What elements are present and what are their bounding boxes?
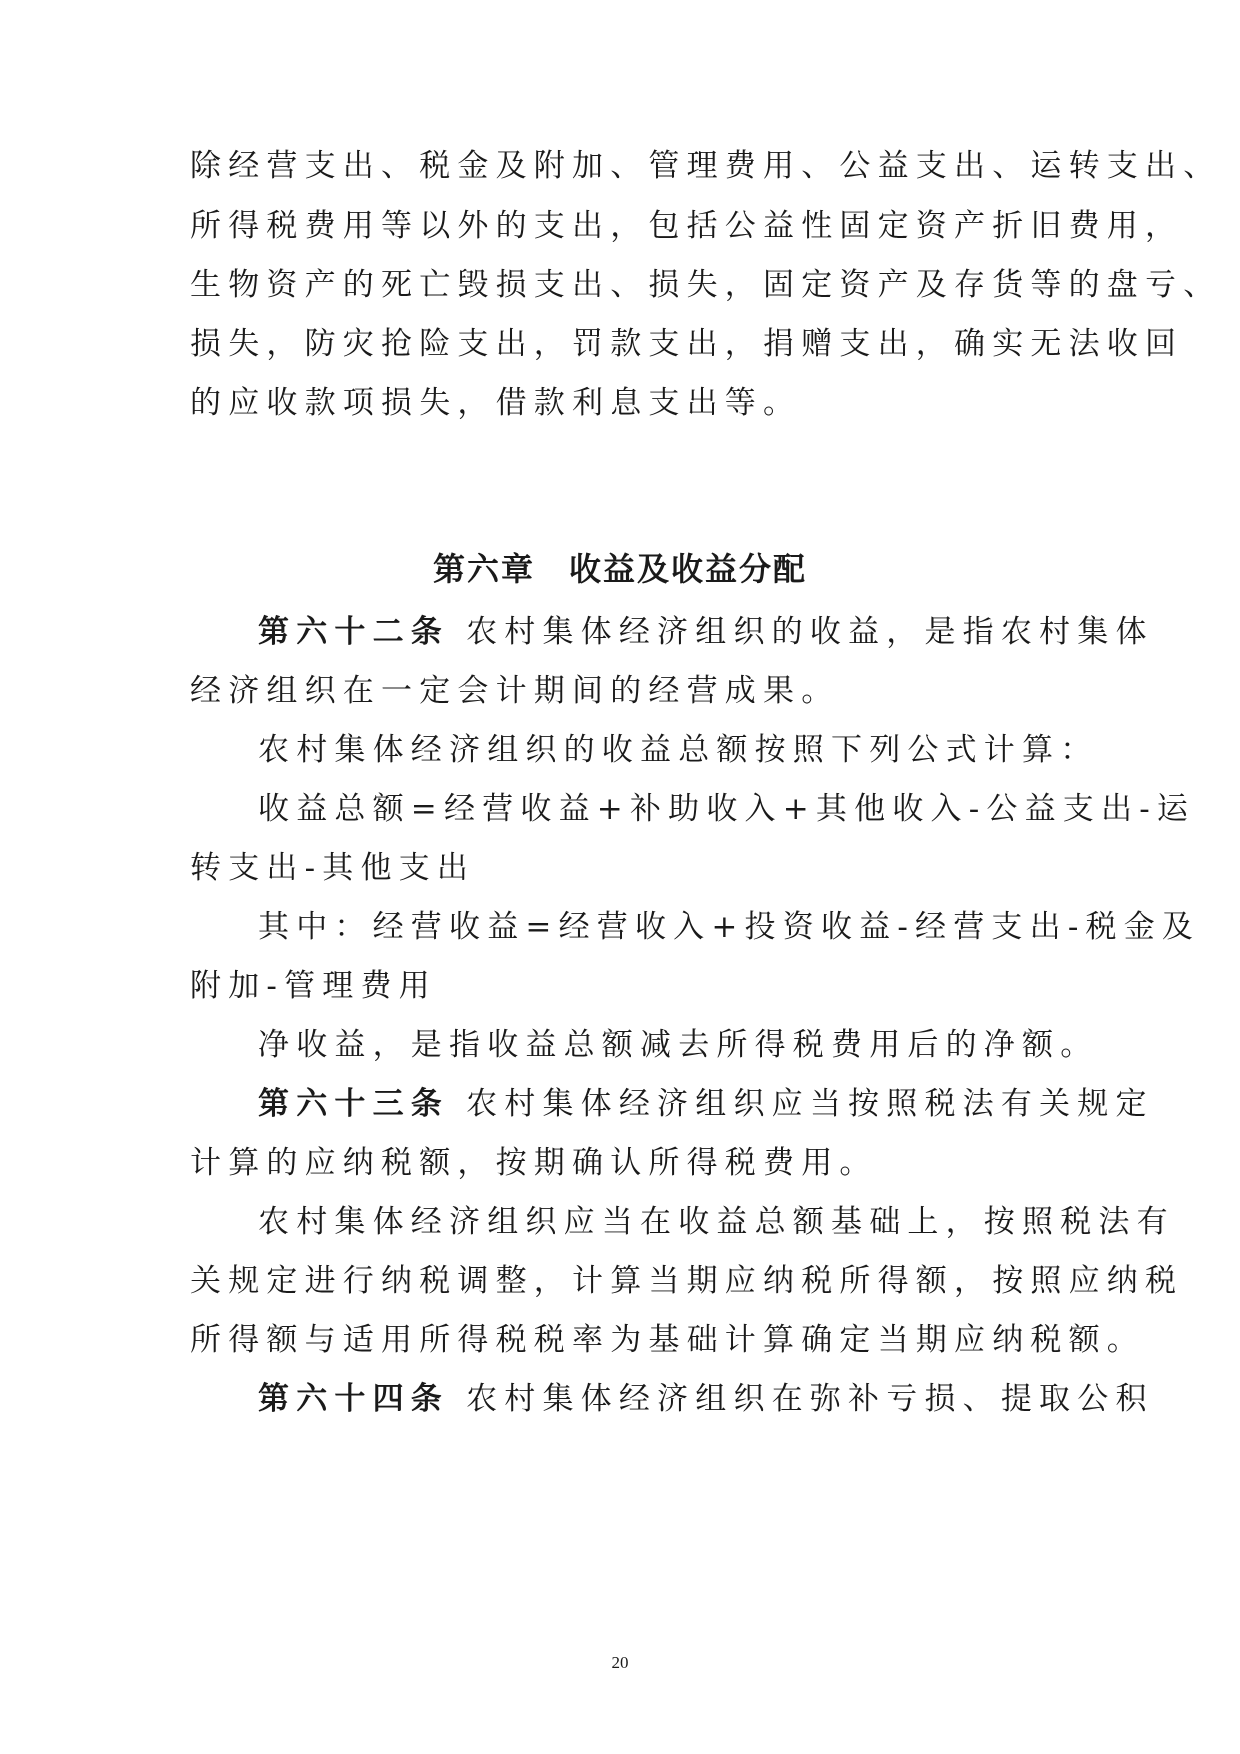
formula-line: 其中：经营收益=经营收入+投资收益-经营支出-税金及	[258, 909, 1201, 945]
article-64-first-line	[258, 1379, 1154, 1419]
body-line: 经济组织在一定会计期间的经营成果。	[190, 673, 840, 709]
body-line: 计算的应纳税额，按期确认所得税费用。	[190, 1145, 878, 1181]
article-63-text: 农村集体经济组织应当按照税法有关规定	[466, 1086, 1154, 1122]
chapter-title: 第六章 收益及收益分配	[432, 550, 807, 588]
body-line: 生物资产的死亡毁损支出、损失，固定资产及存货等的盘亏、	[190, 267, 1222, 303]
formula-line: 附加-管理费用	[190, 968, 437, 1004]
body-line: 净收益，是指收益总额减去所得税费用后的净额。	[258, 1027, 1099, 1063]
body-line: 的应收款项损失，借款利息支出等。	[190, 385, 802, 421]
article-64-text: 农村集体经济组织在弥补亏损、提取公积	[466, 1381, 1154, 1417]
article-64-label: 第六十四条	[258, 1381, 449, 1417]
article-62-text: 农村集体经济组织的收益，是指农村集体	[466, 614, 1154, 650]
body-line: 关规定进行纳税调整，计算当期应纳税所得额，按照应纳税	[190, 1263, 1184, 1299]
body-line: 所得额与适用所得税税率为基础计算确定当期应纳税额。	[190, 1322, 1145, 1358]
body-line: 农村集体经济组织的收益总额按照下列公式计算：	[258, 732, 1099, 768]
article-62-label: 第六十二条	[258, 614, 449, 650]
formula-line: 收益总额=经营收益+补助收入+其他收入-公益支出-运	[258, 791, 1196, 827]
body-line: 损失，防灾抢险支出，罚款支出，捐赠支出，确实无法收回	[190, 326, 1184, 362]
body-line: 除经营支出、税金及附加、管理费用、公益支出、运转支出、	[190, 148, 1222, 184]
page-number: 20	[611, 1653, 629, 1672]
article-62-first-line	[258, 612, 1154, 652]
body-line: 所得税费用等以外的支出，包括公益性固定资产折旧费用，	[190, 208, 1184, 244]
formula-line: 转支出-其他支出	[190, 850, 476, 886]
body-line: 农村集体经济组织应当在收益总额基础上，按照税法有	[258, 1204, 1175, 1240]
article-63-first-line	[258, 1084, 1154, 1124]
article-63-label: 第六十三条	[258, 1086, 449, 1122]
